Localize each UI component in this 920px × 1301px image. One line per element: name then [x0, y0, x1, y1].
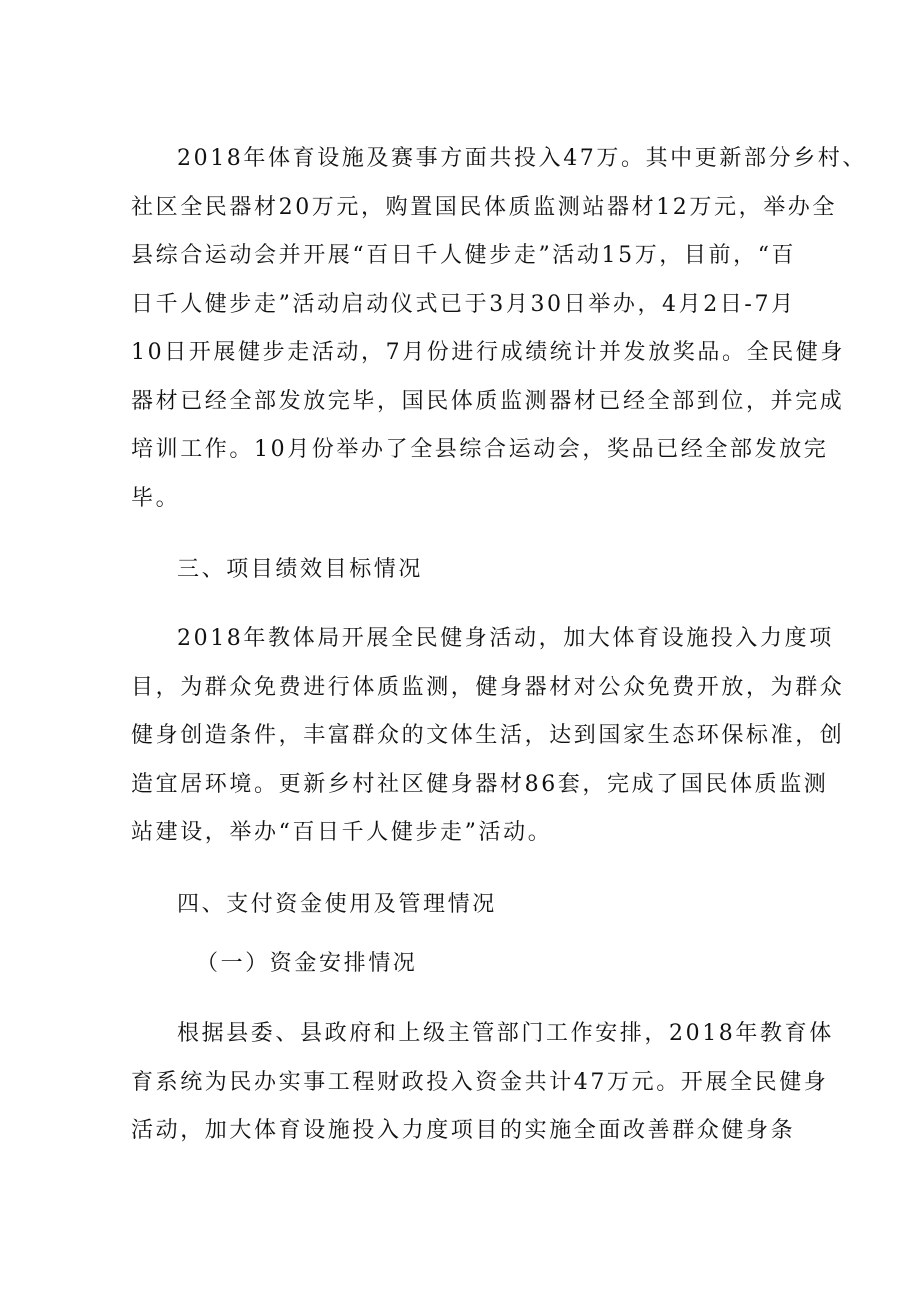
paragraph-1-line-6: 器材已经全部发放完毕，国民体质监测器材已经全部到位，并完成 — [131, 389, 845, 414]
section-heading-3: 三、项目绩效目标情况 — [177, 557, 424, 582]
paragraph-2-line-3: 健身创造条件，丰富群众的文体生活，达到国家生态环保标准，创 — [131, 723, 845, 748]
paragraph-2-line-4: 造宜居环境。更新乡村社区健身器材86套，完成了国民体质监测 — [131, 772, 829, 797]
paragraph-1-line-7: 培训工作。10月份举办了全县综合运动会，奖品已经全部发放完 — [131, 437, 829, 462]
subsection-heading-1: （一）资金安排情况 — [196, 951, 418, 976]
paragraph-1-line-4: 日千人健步走”活动启动仪式已于3月30日举办，4月2日-7月 — [131, 292, 796, 317]
paragraph-3-line-2: 育系统为民办实事工程财政投入资金共计47万元。开展全民健身 — [131, 1070, 829, 1095]
paragraph-1-line-1: 2018年体育设施及赛事方面共投入47万。其中更新部分乡村、 — [177, 146, 867, 171]
paragraph-2-line-1: 2018年教体局开展全民健身活动，加大体育设施投入力度项 — [177, 626, 834, 651]
paragraph-1-line-2: 社区全民器材20万元，购置国民体质监测站器材12万元，举办全 — [131, 195, 837, 220]
section-heading-4: 四、支付资金使用及管理情况 — [177, 892, 497, 917]
paragraph-3-line-1: 根据县委、县政府和上级主管部门工作安排，2018年教育体 — [177, 1021, 834, 1046]
paragraph-1-line-3: 县综合运动会并开展“百日千人健步走”活动15万，目前，“百 — [131, 243, 797, 268]
paragraph-1-line-5: 10日开展健步走活动，7月份进行成绩统计并发放奖品。全民健身 — [131, 340, 845, 365]
paragraph-1-line-8: 毕。 — [131, 486, 181, 511]
paragraph-2-line-2: 目，为群众免费进行体质监测，健身器材对公众免费开放，为群众 — [131, 675, 845, 700]
paragraph-2-line-5: 站建设，举办“百日千人健步走”活动。 — [131, 820, 553, 845]
paragraph-3-line-3: 活动，加大体育设施投入力度项目的实施全面改善群众健身条 — [131, 1118, 796, 1143]
